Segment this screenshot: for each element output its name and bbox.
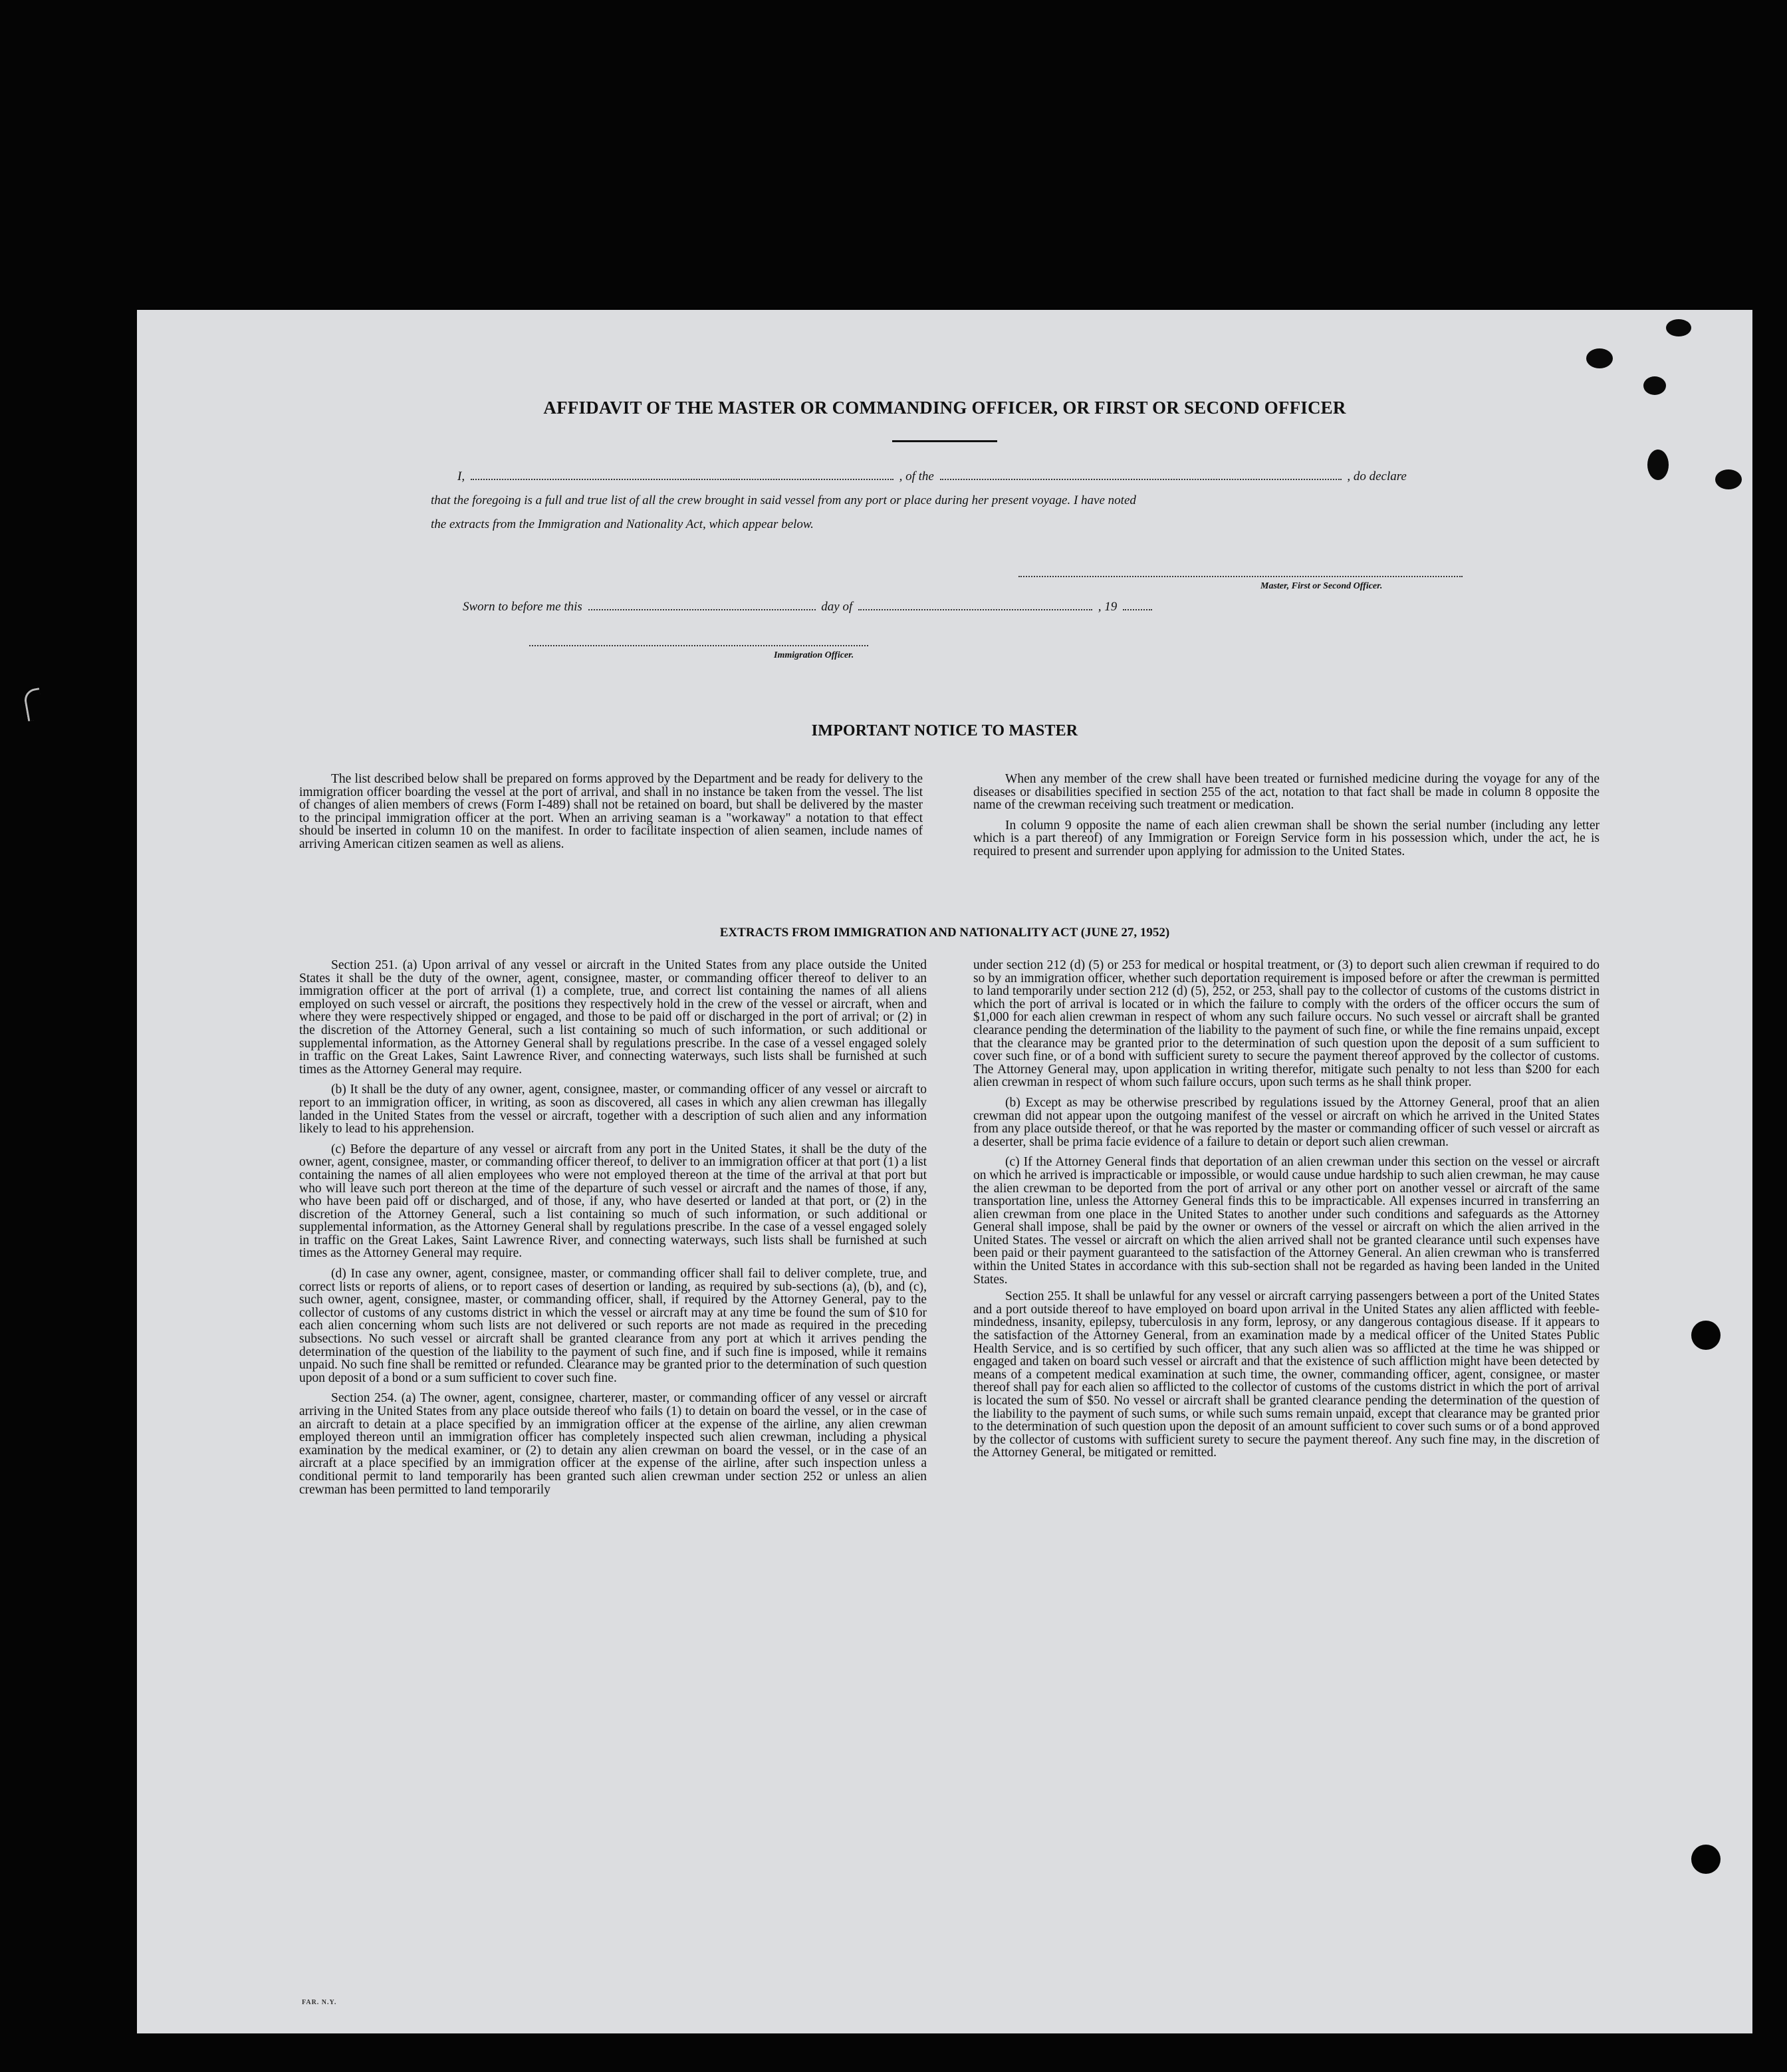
notice-left-text: The list described below shall be prepared on forms approved by the Department and be ready for delivery to the immigration officer boarding the vessel at the port of arrival, and shall in no instance be taken from the vessel. The list of changes of alien members of crews (Form I-489) shall not be retained on board, but shall be delivered by the master to the principal immigration officer at the port. When an arriving seaman is a "workaway" a notation to that effect should be inserted in column 10 on the manifest. In order to facilitate inspection of alien seamen, include names of arriving American citizen seamen as well as aliens. [299,772,923,851]
notice-title: IMPORTANT NOTICE TO MASTER [811,722,1078,739]
ink-stain [1643,376,1666,395]
do-declare-label: , do declare [1347,469,1407,483]
name-field[interactable] [471,478,894,480]
ink-stain [1666,319,1691,336]
notice-right-p1: When any member of the crew shall have been treated or furnished medicine during the voyage for any of the diseases or disabilities specified in section 255 of the act, notation to that fact shall be made in column 8 opposite the name of the crewman receiving such treatment or medication. [973,772,1600,813]
ink-stain [1715,469,1742,489]
title-rule [892,440,997,442]
section-251-b: (b) It shall be the duty of any owner, agent, consignee, master, or commanding officer of any vessel or aircraft to report to an immigration officer, in writing, as soon as discovered, all cases in which any alien crewman has illegally landed in the United States from the vessel or aircraft, together with a description of such alien and any information likely to lead to his apprehension. [299,1083,927,1136]
ink-stain [1586,348,1613,368]
extracts-right-column [973,959,1600,1460]
master-signature-line[interactable] [1018,576,1463,577]
punch-hole [1691,1845,1721,1874]
vessel-field[interactable] [940,478,1342,480]
sworn-day-field[interactable] [588,608,816,610]
ink-stain [1647,450,1669,480]
extracts-title: EXTRACTS FROM IMMIGRATION AND NATIONALITY ACT (JUNE 27, 1952) [719,926,1170,940]
section-254-b: (b) Except as may be otherwise prescribed by regulations issued by the Attorney General, proof that an alien crewman did not appear upon the outgoing manifest of the vessel or aircraft on which he arrived in the United States from any place outside thereof, or that he was reported by the master or commanding officer of such vessel or aircraft as a deserter, shall be prima facie evidence of a failure to detain or deport such alien crewman. [973,1095,1600,1149]
edge-mark [23,688,45,721]
sworn-line [463,600,1155,614]
master-signature-label: Master, First or Second Officer. [1260,581,1383,591]
section-254-c: (c) If the Attorney General finds that deportation of an alien crewman under this section on the vessel or aircraft on which he arrived is impracticable or impossible, or would cause undue hardship to such alien crewman, he may cause the alien crewman to be deported from the port of arrival or any other port on another vessel or aircraft of the same transportation line, unless the Attorney General finds this to be impracticable. All expenses incurred in transferring an alien crewman from one place in the United States to another under such conditions and safeguards as the Attorney General shall impose, shall be paid by the owner or owners of the vessel or aircraft on which the alien arrived in the United States. The vessel or aircraft on which the alien arrived shall not be granted clearance until such expenses have been paid or their payment guaranteed to the satisfaction of the Attorney General. An alien crewman who is transferred within the United States in accordance with this sub-section shall not be regarded as having been landed in the United States. [973,1155,1600,1287]
officer-signature-label: Immigration Officer. [774,650,854,660]
notice-right-column [973,773,1600,858]
section-255: Section 255. It shall be unlawful for any vessel or aircraft carrying passengers between a port of the United States and a port outside thereof to have employed on board upon arrival in the United States any alien afflicted with feeble-mindedness, insanity, epilepsy, tuberculosis in any form, leprosy, or any dangerous contagious disease. If it appears to the satisfaction of the Attorney General, from an examination made by a medical officer of the United States Public Health Service, and is so certified by such officer, that any such alien was so afflicted at the time he was shipped or engaged and taken on board such vessel or aircraft and that the existence of such affliction might have been detected by means of a competent medical examination at such time, the owner, commanding officer, agent, consignee, or master thereof shall pay for each alien so afflicted to the collector of customs of the customs district in which the port of arrival is located the sum of $50. No vessel or aircraft shall be granted clearance pending the determination of the question of the liability to the payment of such sums, or while such sums remain unpaid, except that clearance may be granted prior to the determination of such question upon the deposit of an amount sufficient to cover such sums or of a bond approved by the collector of customs with sufficient surety to secure the payment thereof. Any such fine may, in the discretion of the Attorney General, be mitigated or remitted. [973,1289,1600,1460]
printer-mark: FAR. N.Y. [302,1999,337,2006]
declaration-i: I, [457,469,465,483]
punch-hole [1691,1321,1721,1350]
of-the-label: , of the [899,469,934,483]
section-251-a: Section 251. (a) Upon arrival of any vessel or aircraft in the United States from any place outside the United States it shall be the duty of the owner, agent, consignee, master, or commanding officer thereof to deliver to an immigration officer at the port of arrival (1) a complete, true, and correct list containing the names of all aliens employed on such vessel or aircraft, the positions they respectively hold in the crew of the vessel or aircraft, when and where they were respectively shipped or engaged, and those to be paid off or discharged in the port of arrival; or (2) in the discretion of the Attorney General, such a list containing so much of such information, or such additional or supplemental information, as the Attorney General shall by regulations prescribe. In the case of a vessel engaged solely in traffic on the Great Lakes, Saint Lawrence River, and connecting waterways, such lists shall be furnished at such times as the Attorney General may require. [299,958,927,1077]
notice-left-column [299,773,923,851]
year-label: , 19 [1098,600,1118,614]
sworn-year-field[interactable] [1123,608,1152,610]
officer-signature-line[interactable] [529,645,868,646]
sworn-month-field[interactable] [858,608,1092,610]
declaration-text-2: the extracts from the Immigration and Nationality Act, which appear below. [431,517,814,531]
declaration-text-1: that the foregoing is a full and true list of all the crew brought in said vessel from any port or place during her present voyage. I have noted [431,493,1136,507]
document-page [137,310,1752,2033]
day-of-label: day of [821,600,853,614]
notice-right-p2: In column 9 opposite the name of each alien crewman shall be shown the serial number (including any letter which is a part thereof) of any Immigration or Foreign Service form in his possession which, under the act, he is required to present and surrender upon applying for admission to the United States. [973,818,1600,858]
section-251-d: (d) In case any owner, agent, consignee, master, or commanding officer shall fail to deliver complete, true, and correct lists or reports of aliens, or to report cases of desertion or landing, as required by sub-sections (a), (b), and (c), such owner, agent, consignee, master, or commanding officer, shall, if required by the Attorney General, pay to the collector of customs of any customs district in which the vessel or aircraft may at any time be found the sum of $10 for each alien concerning whom such lists are not delivered or such reports are not made as required in the preceding subsections. No such vessel or aircraft shall be granted clearance from any port at which it arrives pending the determination of the question of the liability to the payment of such fine, and if such fine is imposed, while it remains unpaid. No such fine shall be remitted or refunded. Clearance may be granted prior to the determination of such question upon deposit of a bond or a sum sufficient to cover such fine. [299,1267,927,1385]
section-254-a-cont: under section 212 (d) (5) or 253 for medical or hospital treatment, or (3) to deport such alien crewman if required to do so by an immigration officer, whether such deportation requirement is imposed before or after the crewman is permitted to land temporarily under section 212 (d) (5), 252, or 253, shall pay to the collector of customs of the customs district in which the port of arrival is located or in which the failure to comply with the orders of the officer occurs the sum of $1,000 for each alien crewman in respect of whom any such failure occurs. No such vessel or aircraft shall be granted clearance pending the determination of the liability to the payment of such fine, or while the fine remains unpaid, except that the clearance may be granted prior to the determination of such question upon the deposit of a sum sufficient to cover such fine, or of a bond with sufficient surety to secure the payment thereof approved by the collector of customs. The Attorney General may, upon application in writing therefor, mitigate such penalty to not less than $200 for each alien crewman in respect of whom such failure occurs, upon such terms as he shall think proper. [973,958,1600,1090]
section-254-a: Section 254. (a) The owner, agent, consignee, charterer, master, or commanding officer of any vessel or aircraft arriving in the United States from any place outside thereof who fails (1) to detain on board the vessel, or in the case of an aircraft to detain at a place specified by an immigration officer at the expense of the airline, any alien crewman employed thereon until an immigration officer has completely inspected such alien crewman, including a physical examination by the medical examiner, or (2) to detain any alien crewman on board the vessel, or in the case of an aircraft at a place specified by an immigration officer at the expense of the airline, after such inspection unless a conditional permit to land temporarily has been granted such alien crewman under section 252 or unless an alien crewman has been permitted to land temporarily [299,1391,927,1497]
section-251-c: (c) Before the departure of any vessel or aircraft from any port in the United States, it shall be the duty of the owner, agent, consignee, master, or commanding officer thereof, to deliver to an immigration officer at that port (1) a list containing the names of all alien employees who were not employed thereon at the time of the arrival at that port but who will leave such port thereon at the time of the departure of such vessel or aircraft and the names of those, if any, who have been paid off or discharged, and of those, if any, who have deserted or landed at that port, or (2) in the discretion of the Attorney General, such a list containing so much of such information, or such additional or supplemental information, as the Attorney General shall by regulations prescribe. In the case of a vessel engaged solely in traffic on the Great Lakes, Saint Lawrence River, and connecting waterways, such lists shall be furnished at such times as the Attorney General may require. [299,1142,927,1261]
extracts-left-column [299,959,927,1496]
affidavit-title: AFFIDAVIT OF THE MASTER OR COMMANDING OFFICER, OR FIRST OR SECOND OFFICER [543,398,1346,418]
declaration-line [457,469,1407,484]
sworn-label: Sworn to before me this [463,600,582,614]
